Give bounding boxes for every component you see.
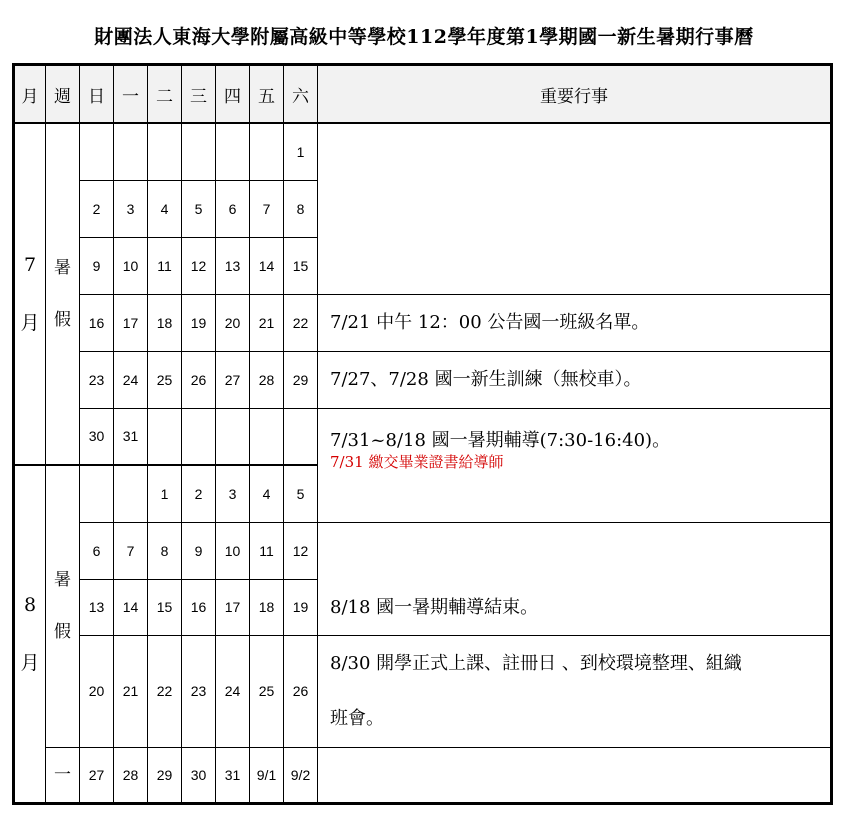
day-cell: 3 bbox=[216, 465, 250, 522]
day-cell: 9/1 bbox=[250, 747, 284, 803]
day-cell: 11 bbox=[250, 522, 284, 579]
day-cell bbox=[182, 123, 216, 180]
day-cell: 31 bbox=[114, 408, 148, 465]
table-row bbox=[14, 635, 832, 747]
day-cell: 22 bbox=[284, 294, 318, 351]
day-cell bbox=[148, 408, 182, 465]
header-events: 重要行事 bbox=[318, 65, 832, 124]
day-cell: 6 bbox=[80, 522, 114, 579]
day-cell: 21 bbox=[250, 294, 284, 351]
day-cell: 14 bbox=[114, 579, 148, 635]
table-row bbox=[14, 123, 832, 180]
day-cell: 15 bbox=[148, 579, 182, 635]
day-cell: 17 bbox=[216, 579, 250, 635]
week-label-bottom: 假 bbox=[54, 310, 71, 330]
header-day: 二 bbox=[148, 65, 182, 124]
event-cell bbox=[318, 408, 832, 522]
day-cell: 10 bbox=[114, 237, 148, 294]
header-week: 週 bbox=[46, 65, 80, 124]
day-cell: 27 bbox=[216, 351, 250, 408]
event-cell bbox=[318, 294, 832, 351]
month-number: 7 bbox=[23, 254, 37, 276]
week-cell-last: 一 bbox=[46, 747, 80, 803]
day-cell: 11 bbox=[148, 237, 182, 294]
day-cell bbox=[114, 123, 148, 180]
month-cell-july bbox=[14, 123, 46, 465]
header-day: 日 bbox=[80, 65, 114, 124]
day-cell bbox=[114, 465, 148, 522]
day-cell: 30 bbox=[182, 747, 216, 803]
day-cell: 26 bbox=[284, 635, 318, 747]
header-month: 月 bbox=[14, 65, 46, 124]
table-row bbox=[14, 522, 832, 579]
day-cell: 25 bbox=[148, 351, 182, 408]
event-cell bbox=[318, 351, 832, 408]
day-cell bbox=[216, 123, 250, 180]
event-text: 7/27、7/28 國一新生訓練（無校車）。 bbox=[330, 369, 642, 390]
month-cell-august bbox=[14, 465, 46, 803]
day-cell: 19 bbox=[284, 579, 318, 635]
header-day: 三 bbox=[182, 65, 216, 124]
day-cell: 12 bbox=[182, 237, 216, 294]
day-cell: 25 bbox=[250, 635, 284, 747]
day-cell: 14 bbox=[250, 237, 284, 294]
header-day: 五 bbox=[250, 65, 284, 124]
day-cell: 28 bbox=[250, 351, 284, 408]
day-cell: 23 bbox=[182, 635, 216, 747]
day-cell: 9 bbox=[80, 237, 114, 294]
event-text: 7/31~8/18 國一暑期輔導(7:30-16:40)。 bbox=[330, 429, 671, 451]
day-cell bbox=[148, 123, 182, 180]
day-cell: 24 bbox=[114, 351, 148, 408]
day-cell: 1 bbox=[284, 123, 318, 180]
day-cell: 24 bbox=[216, 635, 250, 747]
day-cell: 29 bbox=[284, 351, 318, 408]
event-cell bbox=[318, 635, 832, 747]
month-char: 月 bbox=[20, 651, 40, 674]
day-cell: 8 bbox=[284, 180, 318, 237]
event-text: 7/21 中午 12：00 公告國一班級名單。 bbox=[330, 312, 650, 333]
day-cell: 16 bbox=[80, 294, 114, 351]
day-cell: 12 bbox=[284, 522, 318, 579]
table-row bbox=[14, 408, 832, 465]
event-text: 8/30 開學正式上課、註冊日 、到校環境整理、組織 bbox=[330, 653, 742, 674]
day-cell: 17 bbox=[114, 294, 148, 351]
event-text: 班會。 bbox=[330, 708, 384, 729]
day-cell: 10 bbox=[216, 522, 250, 579]
day-cell: 31 bbox=[216, 747, 250, 803]
calendar-table bbox=[12, 63, 833, 805]
day-cell: 9 bbox=[182, 522, 216, 579]
day-cell: 23 bbox=[80, 351, 114, 408]
header-day: 六 bbox=[284, 65, 318, 124]
day-cell: 18 bbox=[250, 579, 284, 635]
day-cell: 5 bbox=[284, 465, 318, 522]
day-cell: 18 bbox=[148, 294, 182, 351]
day-cell: 21 bbox=[114, 635, 148, 747]
day-cell bbox=[284, 408, 318, 465]
event-text: 8/18 國一暑期輔導結束。 bbox=[330, 596, 539, 618]
day-cell: 7 bbox=[114, 522, 148, 579]
day-cell: 13 bbox=[216, 237, 250, 294]
header-day: 一 bbox=[114, 65, 148, 124]
day-cell: 30 bbox=[80, 408, 114, 465]
day-cell: 5 bbox=[182, 180, 216, 237]
header-row bbox=[14, 65, 832, 124]
day-cell: 2 bbox=[182, 465, 216, 522]
day-cell: 26 bbox=[182, 351, 216, 408]
month-char: 月 bbox=[20, 312, 40, 334]
event-cell bbox=[318, 522, 832, 635]
event-cell-empty bbox=[318, 123, 832, 294]
week-cell-august bbox=[46, 465, 80, 747]
day-cell: 22 bbox=[148, 635, 182, 747]
day-cell: 4 bbox=[250, 465, 284, 522]
week-label-top: 暑 bbox=[54, 258, 71, 278]
day-cell: 8 bbox=[148, 522, 182, 579]
week-label-top: 暑 bbox=[54, 570, 71, 591]
day-cell: 20 bbox=[216, 294, 250, 351]
page-title: 財團法人東海大學附屬高級中等學校112學年度第1學期國一新生暑期行事曆 bbox=[94, 26, 754, 48]
day-cell bbox=[250, 408, 284, 465]
table-row bbox=[14, 294, 832, 351]
day-cell: 27 bbox=[80, 747, 114, 803]
day-cell bbox=[80, 123, 114, 180]
day-cell: 3 bbox=[114, 180, 148, 237]
day-cell: 7 bbox=[250, 180, 284, 237]
table-row bbox=[14, 747, 832, 803]
day-cell bbox=[182, 408, 216, 465]
day-cell: 19 bbox=[182, 294, 216, 351]
day-cell: 16 bbox=[182, 579, 216, 635]
day-cell: 29 bbox=[148, 747, 182, 803]
day-cell: 1 bbox=[148, 465, 182, 522]
table-row bbox=[14, 351, 832, 408]
month-number: 8 bbox=[23, 593, 37, 616]
event-note-red: 7/31 繳交畢業證書給導師 bbox=[330, 452, 504, 471]
week-cell-july bbox=[46, 123, 80, 465]
day-cell bbox=[216, 408, 250, 465]
day-cell: 2 bbox=[80, 180, 114, 237]
day-cell: 20 bbox=[80, 635, 114, 747]
header-day: 四 bbox=[216, 65, 250, 124]
day-cell bbox=[250, 123, 284, 180]
day-cell: 15 bbox=[284, 237, 318, 294]
day-cell: 4 bbox=[148, 180, 182, 237]
day-cell: 28 bbox=[114, 747, 148, 803]
day-cell bbox=[80, 465, 114, 522]
day-cell: 9/2 bbox=[284, 747, 318, 803]
week-label-bottom: 假 bbox=[54, 622, 71, 643]
day-cell: 13 bbox=[80, 579, 114, 635]
day-cell: 6 bbox=[216, 180, 250, 237]
event-cell-empty bbox=[318, 747, 832, 803]
